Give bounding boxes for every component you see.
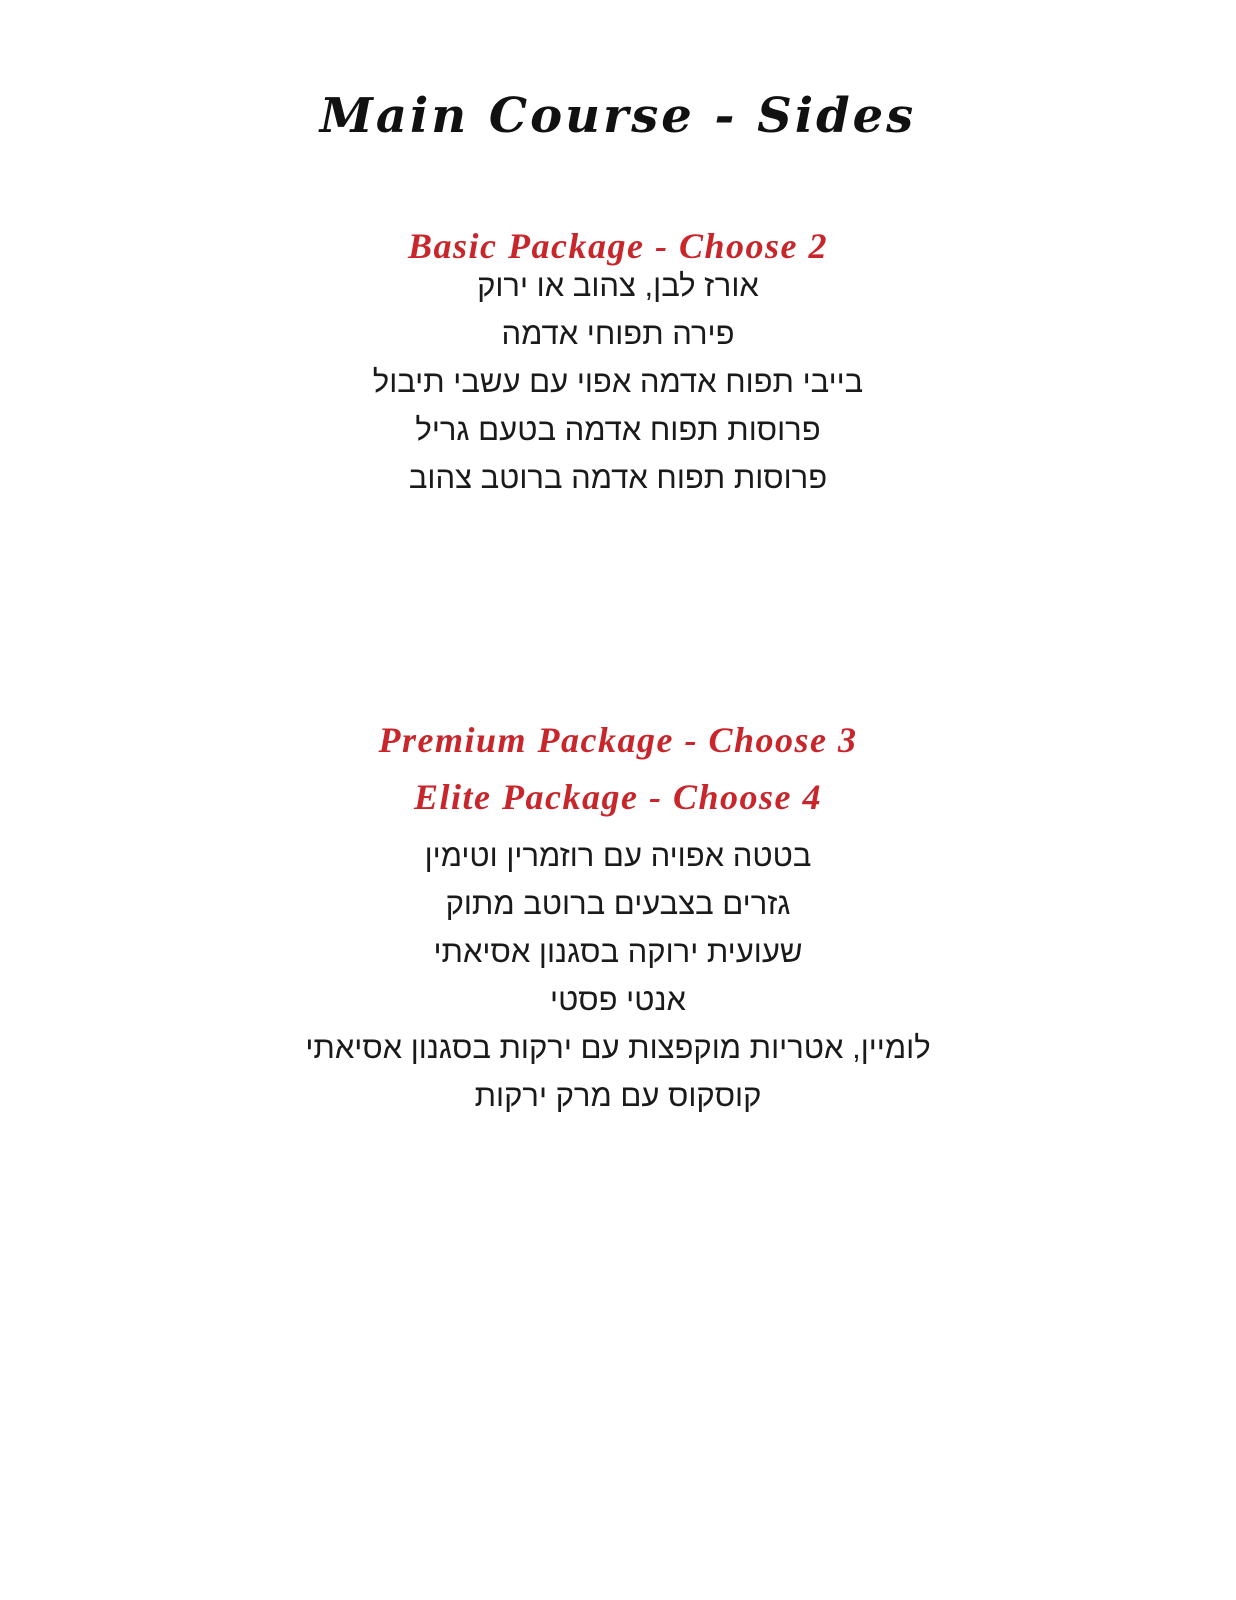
list-item: אורז לבן, צהוב או ירוק xyxy=(477,268,759,303)
premium-elite-package-list xyxy=(0,832,1236,1120)
elite-package-heading: Elite Package - Choose 4 xyxy=(414,777,822,817)
list-item: שעועית ירוקה בסגנון אסיאתי xyxy=(433,934,803,969)
list-item: פירה תפוחי אדמה xyxy=(501,316,735,351)
list-item: פרוסות תפוח אדמה ברוטב צהוב xyxy=(408,460,828,495)
list-item: פרוסות תפוח אדמה בטעם גריל xyxy=(415,412,821,447)
basic-package-list xyxy=(0,262,1236,502)
list-item: גזרים בצבעים ברוטב מתוק xyxy=(445,886,791,921)
list-item: לומיין, אטריות מוקפצות עם ירקות בסגנון אסיאתי xyxy=(305,1030,931,1065)
list-item: בטטה אפויה עם רוזמרין וטימין xyxy=(424,838,812,873)
list-item: אנטי פסטי xyxy=(550,982,686,1017)
page-title: Main Course - Sides xyxy=(319,88,917,144)
list-item: בייבי תפוח אדמה אפוי עם עשבי תיבול xyxy=(372,364,864,399)
premium-package-heading: Premium Package - Choose 3 xyxy=(378,720,858,760)
list-item: קוסקוס עם מרק ירקות xyxy=(474,1078,762,1113)
basic-package-heading: Basic Package - Choose 2 xyxy=(408,226,828,266)
